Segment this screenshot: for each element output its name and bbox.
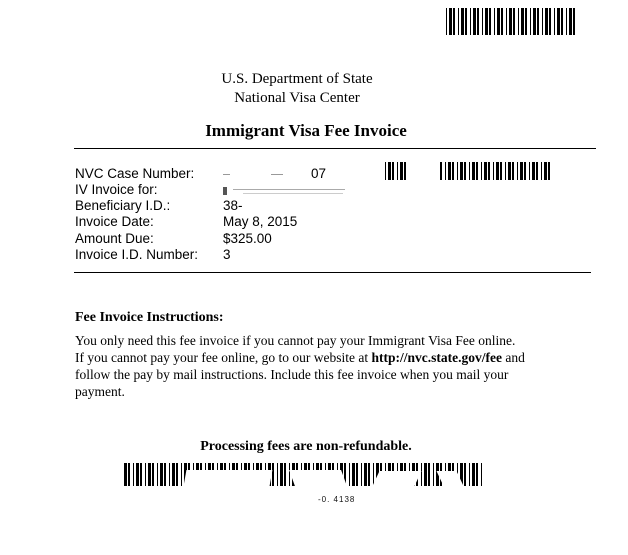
barcode-bar bbox=[536, 162, 538, 180]
barcode-bar bbox=[521, 8, 524, 35]
barcode-bar bbox=[541, 162, 542, 180]
barcode-bar bbox=[440, 162, 442, 180]
barcode-bar bbox=[461, 8, 464, 35]
barcode-bar bbox=[554, 8, 555, 35]
instructions-line-3: follow the pay by mail instructions. Include this fee invoice when you mail your bbox=[75, 367, 509, 382]
amount-due-value: $325.00 bbox=[223, 231, 272, 246]
barcode-bar bbox=[404, 162, 406, 180]
barcode-bar bbox=[446, 8, 447, 35]
barcode-bar bbox=[364, 463, 367, 486]
barcode-bar bbox=[506, 8, 507, 35]
barcode-bar bbox=[469, 162, 470, 180]
case-number-label: NVC Case Number: bbox=[75, 166, 195, 181]
instructions-line-2 bbox=[75, 350, 525, 366]
barcode-bar bbox=[133, 463, 134, 486]
beneficiary-id-label: Beneficiary I.D.: bbox=[75, 198, 171, 213]
barcode-bar bbox=[488, 162, 490, 180]
divider-top bbox=[74, 148, 596, 149]
barcode-bar bbox=[397, 162, 398, 180]
invoice-date-value: May 8, 2015 bbox=[223, 214, 298, 229]
barcode-bar bbox=[385, 162, 386, 180]
invoice-id-value: 3 bbox=[223, 247, 231, 262]
barcode-bar bbox=[501, 8, 503, 35]
barcode-redaction bbox=[184, 470, 273, 486]
barcode-bar bbox=[392, 162, 394, 180]
barcode-bar bbox=[532, 162, 535, 180]
barcode-bar bbox=[542, 8, 543, 35]
barcode-bar bbox=[421, 463, 422, 486]
barcode-bar bbox=[160, 463, 163, 486]
agency-name: U.S. Department of State bbox=[221, 71, 373, 87]
barcode-bar bbox=[136, 463, 139, 486]
barcode-bar bbox=[452, 162, 454, 180]
barcode-bar bbox=[157, 463, 158, 486]
barcode-bar bbox=[497, 8, 500, 35]
instructions-heading: Fee Invoice Instructions: bbox=[75, 310, 224, 325]
barcode-bar bbox=[361, 463, 362, 486]
barcode-bar bbox=[148, 463, 151, 486]
barcode-bar bbox=[433, 463, 434, 486]
barcode-bar bbox=[493, 162, 494, 180]
barcode-bar bbox=[172, 463, 175, 486]
barcode-bar bbox=[128, 463, 130, 486]
barcode-bar bbox=[505, 162, 506, 180]
barcode-bar bbox=[164, 463, 166, 486]
barcode-bar bbox=[476, 463, 478, 486]
amount-due-label: Amount Due: bbox=[75, 231, 154, 246]
barcode-bar bbox=[482, 8, 483, 35]
page-title: Immigrant Visa Fee Invoice bbox=[205, 121, 407, 140]
top-barcode bbox=[446, 8, 580, 35]
barcode-bar bbox=[140, 463, 142, 486]
barcode-bar bbox=[549, 8, 551, 35]
beneficiary-id-value: 38- bbox=[223, 198, 243, 213]
barcode-bar bbox=[445, 162, 446, 180]
barcode-bar bbox=[525, 8, 527, 35]
center-name: National Visa Center bbox=[234, 90, 360, 106]
barcode-caption: -0. 4138 bbox=[318, 495, 356, 504]
barcode-bar bbox=[368, 463, 370, 486]
case-number-value: 07 bbox=[311, 166, 327, 181]
barcode-redaction bbox=[408, 160, 440, 182]
barcode-bar bbox=[517, 162, 518, 180]
barcode-bar bbox=[509, 8, 512, 35]
barcode-bar bbox=[477, 8, 479, 35]
instructions-line-1: You only need this fee invoice if you cannot pay your Immigrant Visa Fee online. bbox=[75, 333, 516, 348]
barcode-bar bbox=[472, 463, 475, 486]
barcode-bar bbox=[566, 8, 567, 35]
barcode-bar bbox=[169, 463, 170, 486]
barcode-bar bbox=[356, 463, 358, 486]
barcode-bar bbox=[181, 463, 182, 486]
barcode-bar bbox=[537, 8, 539, 35]
barcode-redaction bbox=[289, 470, 347, 486]
barcode-bar bbox=[453, 8, 455, 35]
redacted-marks bbox=[223, 168, 303, 180]
barcode-bar bbox=[513, 8, 515, 35]
barcode-bar bbox=[284, 463, 286, 486]
barcode-bar bbox=[557, 8, 560, 35]
barcode-bar bbox=[545, 8, 548, 35]
barcode-bar bbox=[449, 8, 452, 35]
barcode-bar bbox=[508, 162, 511, 180]
barcode-bar bbox=[489, 8, 491, 35]
barcode-bar bbox=[280, 463, 283, 486]
barcode-bar bbox=[481, 463, 482, 486]
barcode-bar bbox=[388, 162, 391, 180]
barcode-bar bbox=[544, 162, 547, 180]
barcode-bar bbox=[277, 463, 278, 486]
barcode-bar bbox=[533, 8, 536, 35]
barcode-bar bbox=[529, 162, 530, 180]
barcode-bar bbox=[484, 162, 487, 180]
barcode-bar bbox=[496, 162, 499, 180]
barcode-bar bbox=[548, 162, 550, 180]
barcode-bar bbox=[470, 8, 471, 35]
barcode-redaction bbox=[373, 471, 422, 486]
barcode-bar bbox=[460, 162, 463, 180]
barcode-bar bbox=[400, 162, 403, 180]
barcode-bar bbox=[520, 162, 523, 180]
barcode-bar bbox=[464, 463, 466, 486]
barcode-bar bbox=[349, 463, 350, 486]
barcode-bar bbox=[573, 8, 575, 35]
barcode-bar bbox=[481, 162, 482, 180]
instructions-text: and bbox=[502, 350, 525, 365]
barcode-bar bbox=[152, 463, 154, 486]
invoice-id-label: Invoice I.D. Number: bbox=[75, 247, 199, 262]
instructions-line-4: payment. bbox=[75, 384, 125, 399]
barcode-bar bbox=[424, 463, 427, 486]
barcode-bar bbox=[472, 162, 475, 180]
divider-bottom bbox=[74, 272, 591, 273]
barcode-bar bbox=[124, 463, 127, 486]
barcode-bar bbox=[530, 8, 531, 35]
barcode-bar bbox=[569, 8, 572, 35]
fee-website-link[interactable]: http://nvc.state.gov/fee bbox=[371, 350, 503, 365]
barcode-bar bbox=[465, 8, 467, 35]
invoice-for-label: IV Invoice for: bbox=[75, 182, 158, 197]
barcode-bar bbox=[272, 463, 274, 486]
barcode-bar bbox=[524, 162, 526, 180]
barcode-bar bbox=[464, 162, 466, 180]
barcode-bar bbox=[512, 162, 514, 180]
barcode-bar bbox=[448, 162, 451, 180]
barcode-bar bbox=[352, 463, 355, 486]
barcode-bar bbox=[494, 8, 495, 35]
barcode-bar bbox=[518, 8, 519, 35]
barcode-bar bbox=[457, 162, 458, 180]
barcode-bar bbox=[469, 463, 470, 486]
barcode-bar bbox=[458, 8, 459, 35]
barcode-bar bbox=[428, 463, 430, 486]
barcode-bar bbox=[485, 8, 488, 35]
redacted-marks bbox=[223, 184, 353, 196]
instructions-text: If you cannot pay your fee online, go to our website at bbox=[75, 350, 372, 365]
barcode-bar bbox=[473, 8, 476, 35]
barcode-bar bbox=[145, 463, 146, 486]
barcode-bar bbox=[476, 162, 478, 180]
invoice-date-label: Invoice Date: bbox=[75, 214, 154, 229]
non-refundable-notice: Processing fees are non-refundable. bbox=[200, 439, 412, 454]
barcode-bar bbox=[561, 8, 563, 35]
barcode-bar bbox=[500, 162, 502, 180]
barcode-bar bbox=[176, 463, 178, 486]
